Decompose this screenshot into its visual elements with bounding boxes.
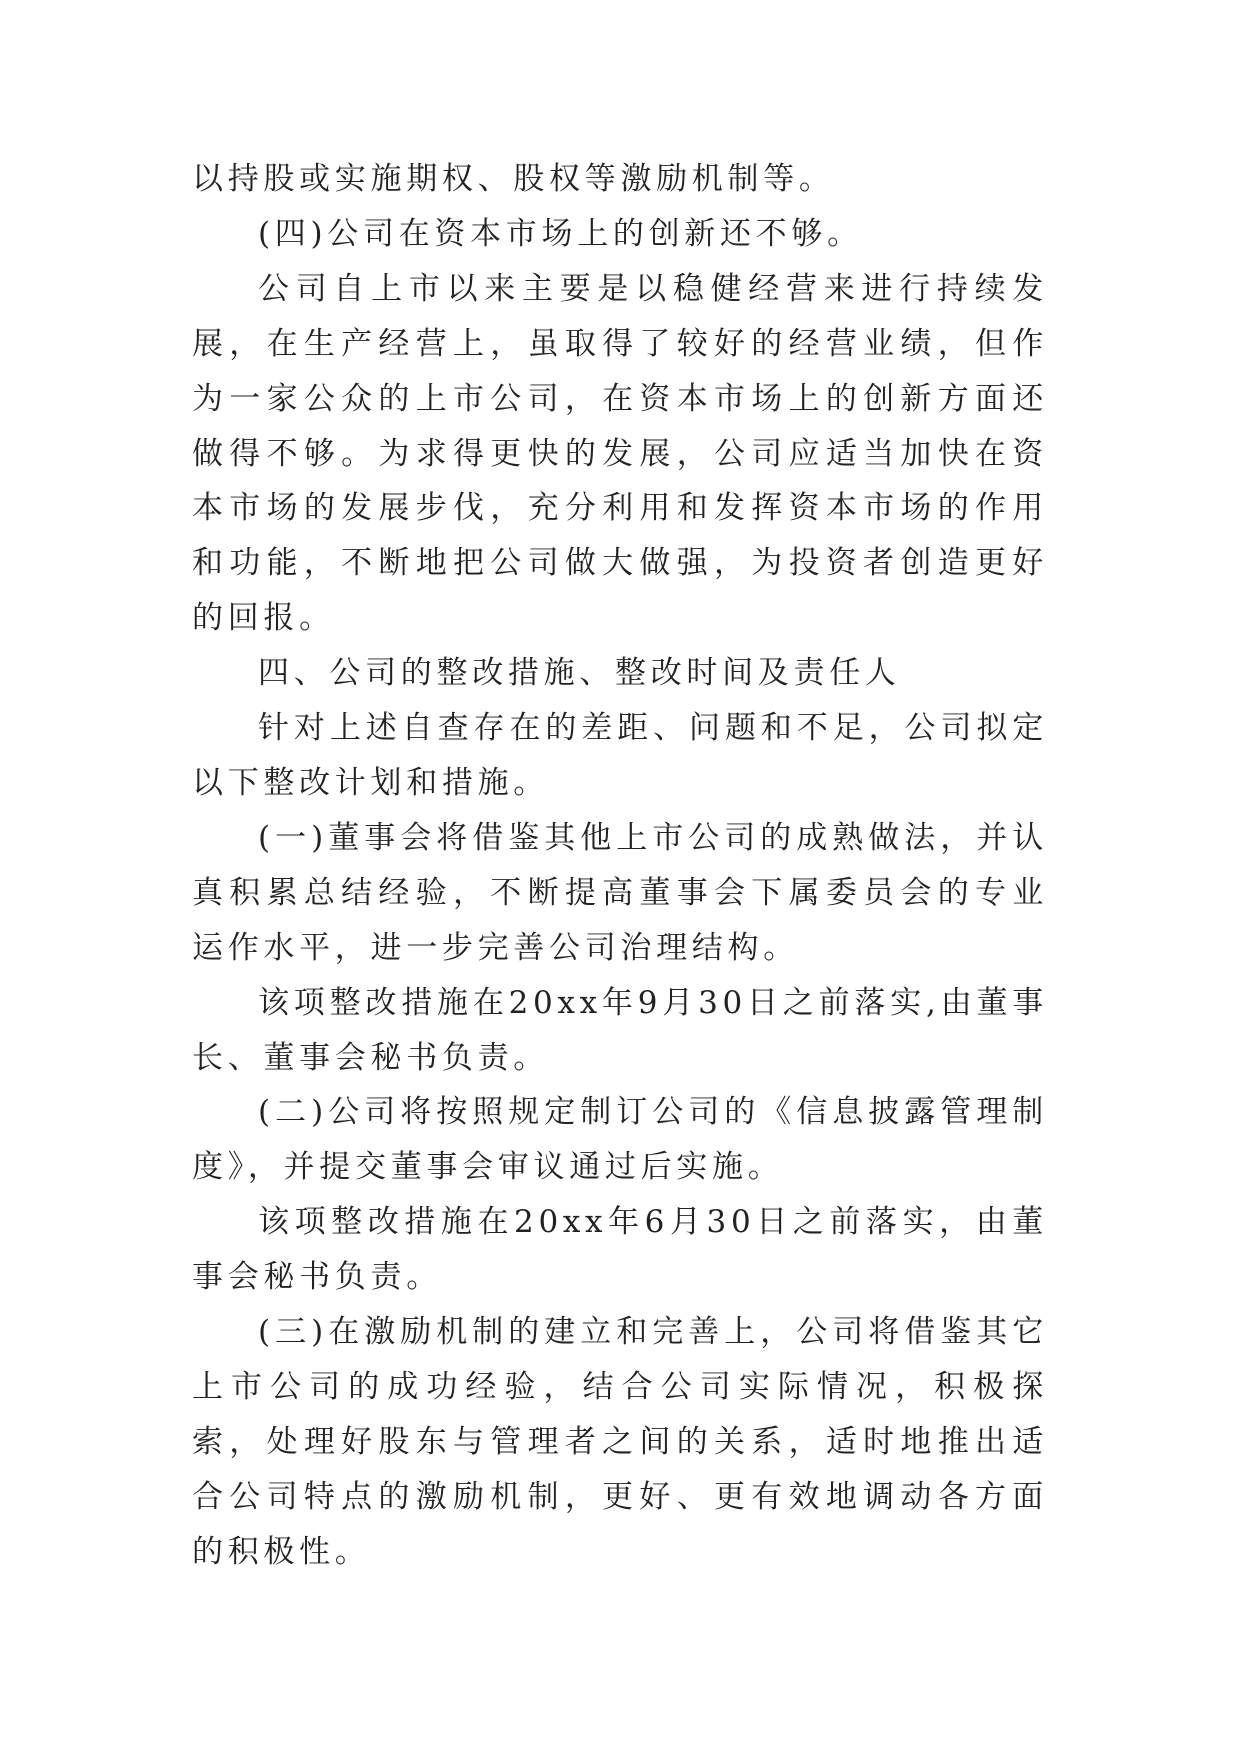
paragraph-measure-2-deadline: 该项整改措施在20xx年6月30日之前落实，由董事会秘书负责。 bbox=[192, 1204, 1048, 1296]
paragraph-section-4-heading: (四)公司在资本市场上的创新还不够。 bbox=[258, 215, 863, 252]
paragraph-measure-2: (二)公司将按照规定制订公司的《信息披露管理制度》，并提交董事会审议通过后实施。 bbox=[192, 1094, 1048, 1186]
paragraph-continuation: 以持股或实施期权、股权等激励机制等。 bbox=[192, 161, 835, 197]
paragraph-rectification-heading: 四、公司的整改措施、整改时间及责任人 bbox=[258, 655, 901, 692]
paragraph-capital-market: 公司自上市以来主要是以稳健经营来进行持续发展，在生产经营上，虽取得了较好的经营业绩，但作为一家公众的上市公司，在资本市场上的创新方面还做得不够。为求得更快的发展，公司应适当加快在资本市场的发展步伐，充分利用和发挥资本市场的作用和功能，不断地把公司做大做强，为投资者创造更好的回报。 bbox=[192, 270, 1048, 637]
document-body bbox=[192, 152, 1048, 1580]
paragraph-measure-1: (一)董事会将借鉴其他上市公司的成熟做法，并认真积累总结经验，不断提高董事会下属委员会的专业运作水平，进一步完善公司治理结构。 bbox=[192, 819, 1048, 966]
paragraph-rectification-intro: 针对上述自查存在的差距、问题和不足，公司拟定以下整改计划和措施。 bbox=[192, 710, 1048, 801]
paragraph-measure-3: (三)在激励机制的建立和完善上，公司将借鉴其它上市公司的成功经验，结合公司实际情况，积极探索，处理好股东与管理者之间的关系，适时地推出适合公司特点的激励机制，更好、更有效地调动各方面的积极性。 bbox=[192, 1314, 1048, 1570]
paragraph-measure-1-deadline: 该项整改措施在20xx年9月30日之前落实,由董事长、董事会秘书负责。 bbox=[192, 984, 1048, 1076]
